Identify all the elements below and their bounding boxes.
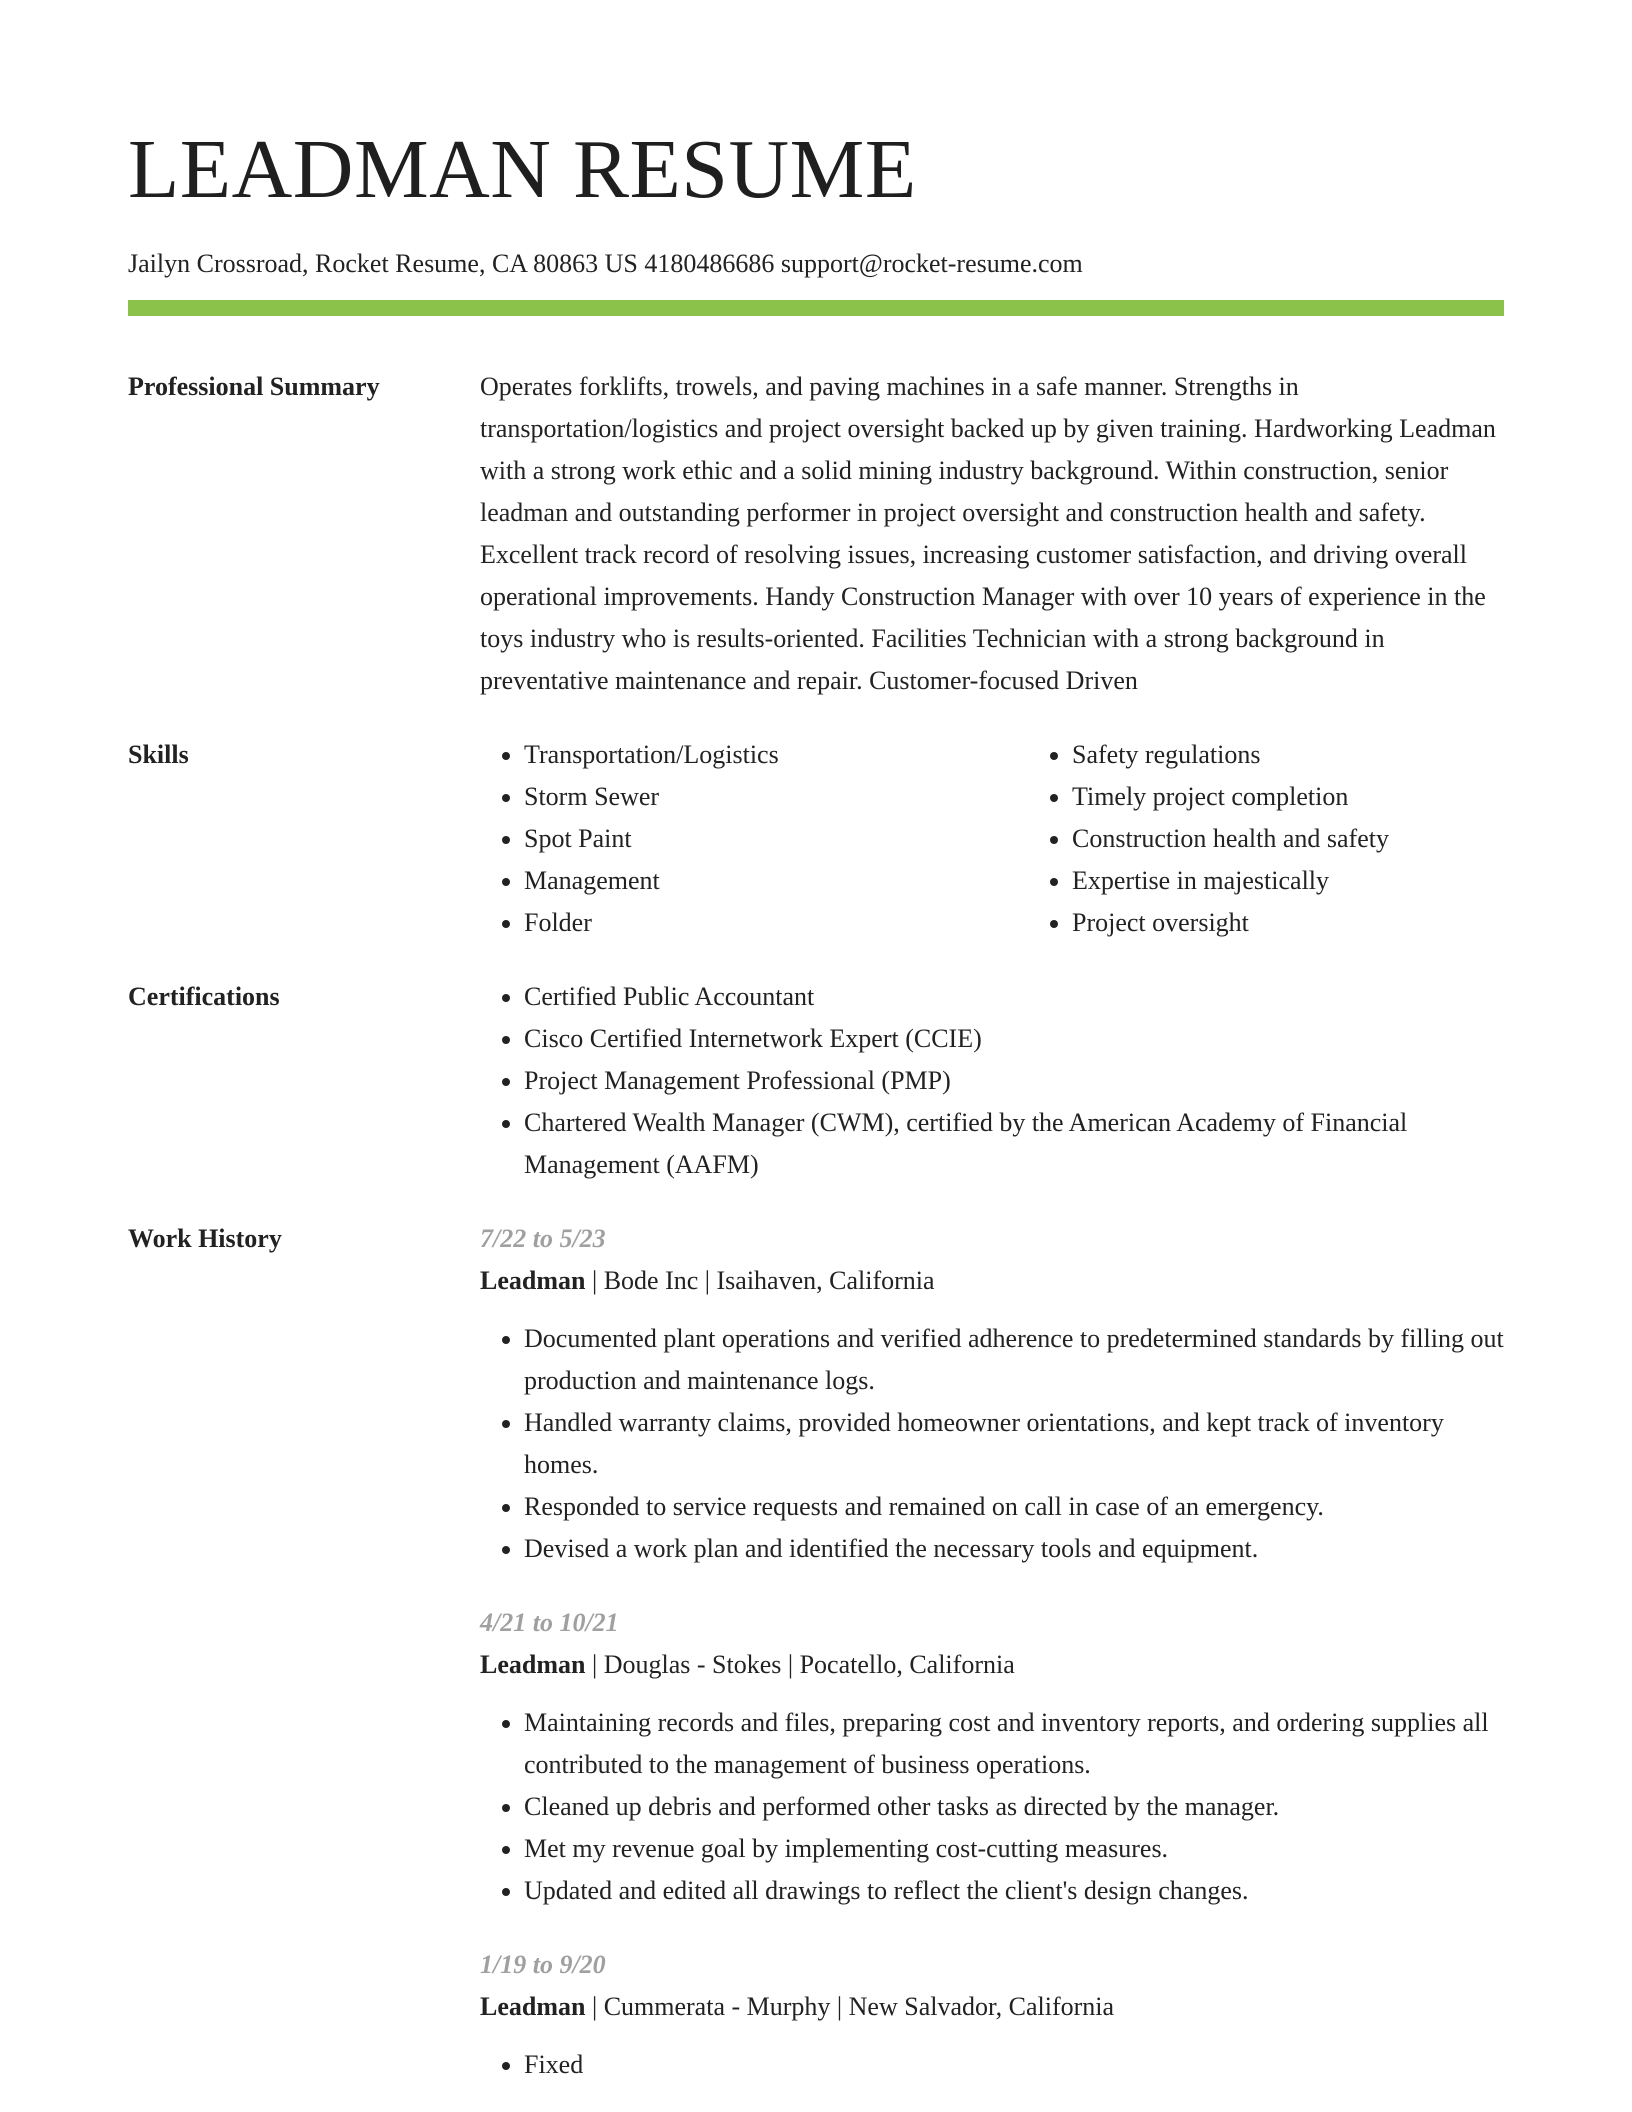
section-label-work-history: Work History	[128, 1224, 282, 1253]
job-separator: |	[591, 1992, 598, 2021]
job-role: Leadman	[480, 1992, 586, 2021]
job-company: Cummerata - Murphy	[603, 1992, 831, 2021]
job-title-line	[480, 1260, 1504, 1302]
job-separator: |	[836, 1992, 843, 2021]
certifications-body	[480, 976, 1504, 1186]
skill-item: • Transportation/Logistics	[524, 734, 1028, 776]
job-separator: |	[704, 1266, 710, 1295]
work-history-body	[480, 1218, 1504, 2086]
resume-title: LEADMAN RESUME	[128, 123, 917, 216]
professional-summary-section	[128, 366, 1504, 702]
job-bullet: • Met my revenue goal by implementing cost-cutting measures.	[524, 1828, 1504, 1870]
job-bullet: • Documented plant operations and verified adherence to predetermined standards by filling out production and maintenance logs.	[524, 1318, 1504, 1402]
job-date: 7/22 to 5/23	[480, 1224, 606, 1253]
job-bullet: • Maintaining records and files, preparing cost and inventory reports, and ordering supplies all contributed to the management of business operations.	[524, 1702, 1504, 1786]
job-company: Douglas - Stokes	[603, 1650, 782, 1679]
certification-item: • Project Management Professional (PMP)	[524, 1060, 1504, 1102]
skills-list-left	[480, 734, 1028, 944]
accent-divider	[128, 300, 1504, 316]
job-entry	[480, 1218, 1504, 1570]
job-entry	[480, 1602, 1504, 1912]
job-bullet-list	[480, 2044, 1504, 2086]
skills-section	[128, 734, 1504, 944]
job-entry	[480, 1944, 1504, 2086]
contact-line: Jailyn Crossroad, Rocket Resume, CA 80863 US 4180486686 support@rocket-resume.com	[128, 249, 1083, 278]
skill-item: • Management	[524, 860, 1028, 902]
certification-item: • Cisco Certified Internetwork Expert (CCIE)	[524, 1018, 1504, 1060]
resume-page	[128, 0, 1504, 2086]
certification-item: • Certified Public Accountant	[524, 976, 1504, 1018]
certification-item: • Chartered Wealth Manager (CWM), certified by the American Academy of Financial Management (AAFM)	[524, 1102, 1504, 1186]
skill-item: • Expertise in majestically	[1072, 860, 1576, 902]
job-location: Isaihaven, California	[716, 1266, 935, 1295]
section-label-certifications: Certifications	[128, 982, 280, 1011]
skills-body	[480, 734, 1504, 944]
job-company: Bode Inc	[603, 1266, 699, 1295]
job-date: 4/21 to 10/21	[480, 1608, 619, 1637]
skill-item: • Folder	[524, 902, 1028, 944]
skill-item: • Storm Sewer	[524, 776, 1028, 818]
certifications-list	[480, 976, 1504, 1186]
job-role: Leadman	[480, 1266, 586, 1295]
job-title-line	[480, 1986, 1504, 2028]
job-bullet-list	[480, 1702, 1504, 1912]
job-location: Pocatello, California	[799, 1650, 1015, 1679]
job-bullet: • Cleaned up debris and performed other tasks as directed by the manager.	[524, 1786, 1504, 1828]
skill-item: • Safety regulations	[1072, 734, 1576, 776]
job-title-line	[480, 1644, 1504, 1686]
job-date: 1/19 to 9/20	[480, 1950, 606, 1979]
section-label-skills: Skills	[128, 740, 189, 769]
job-bullet: • Fixed	[524, 2044, 1504, 2086]
work-history-section	[128, 1218, 1504, 2086]
job-bullet-list	[480, 1318, 1504, 1570]
job-bullet: • Devised a work plan and identified the necessary tools and equipment.	[524, 1528, 1504, 1570]
skills-list-right	[1028, 734, 1576, 944]
section-label-professional-summary: Professional Summary	[128, 372, 380, 401]
skills-grid	[480, 734, 1504, 944]
skill-item: • Project oversight	[1072, 902, 1576, 944]
job-bullet: • Handled warranty claims, provided homeowner orientations, and kept track of inventory homes.	[524, 1402, 1504, 1486]
skill-item: • Timely project completion	[1072, 776, 1576, 818]
skill-item: • Construction health and safety	[1072, 818, 1576, 860]
professional-summary-text: Operates forklifts, trowels, and paving machines in a safe manner. Strengths in transportation/logistics and project oversight backed up by given training. Hardworking Leadman with a strong work ethic and a solid mining industry background. Within construction, senior leadman and outstanding performer in project oversight and construction health and safety. Excellent track record of resolving issues, increasing customer satisfaction, and driving overall operational improvements. Handy Construction Manager with over 10 years of experience in the toys industry who is results-oriented. Facilities Technician with a strong background in preventative maintenance and repair. Customer-focused Driven	[480, 372, 1496, 695]
job-bullet: • Updated and edited all drawings to reflect the client's design changes.	[524, 1870, 1504, 1912]
job-location: New Salvador, California	[848, 1992, 1115, 2021]
job-bullet: • Responded to service requests and remained on call in case of an emergency.	[524, 1486, 1504, 1528]
job-role: Leadman	[480, 1650, 586, 1679]
job-separator: |	[591, 1266, 598, 1295]
certifications-section	[128, 976, 1504, 1186]
job-separator: |	[787, 1650, 794, 1679]
job-separator: |	[591, 1650, 598, 1679]
skill-item: • Spot Paint	[524, 818, 1028, 860]
